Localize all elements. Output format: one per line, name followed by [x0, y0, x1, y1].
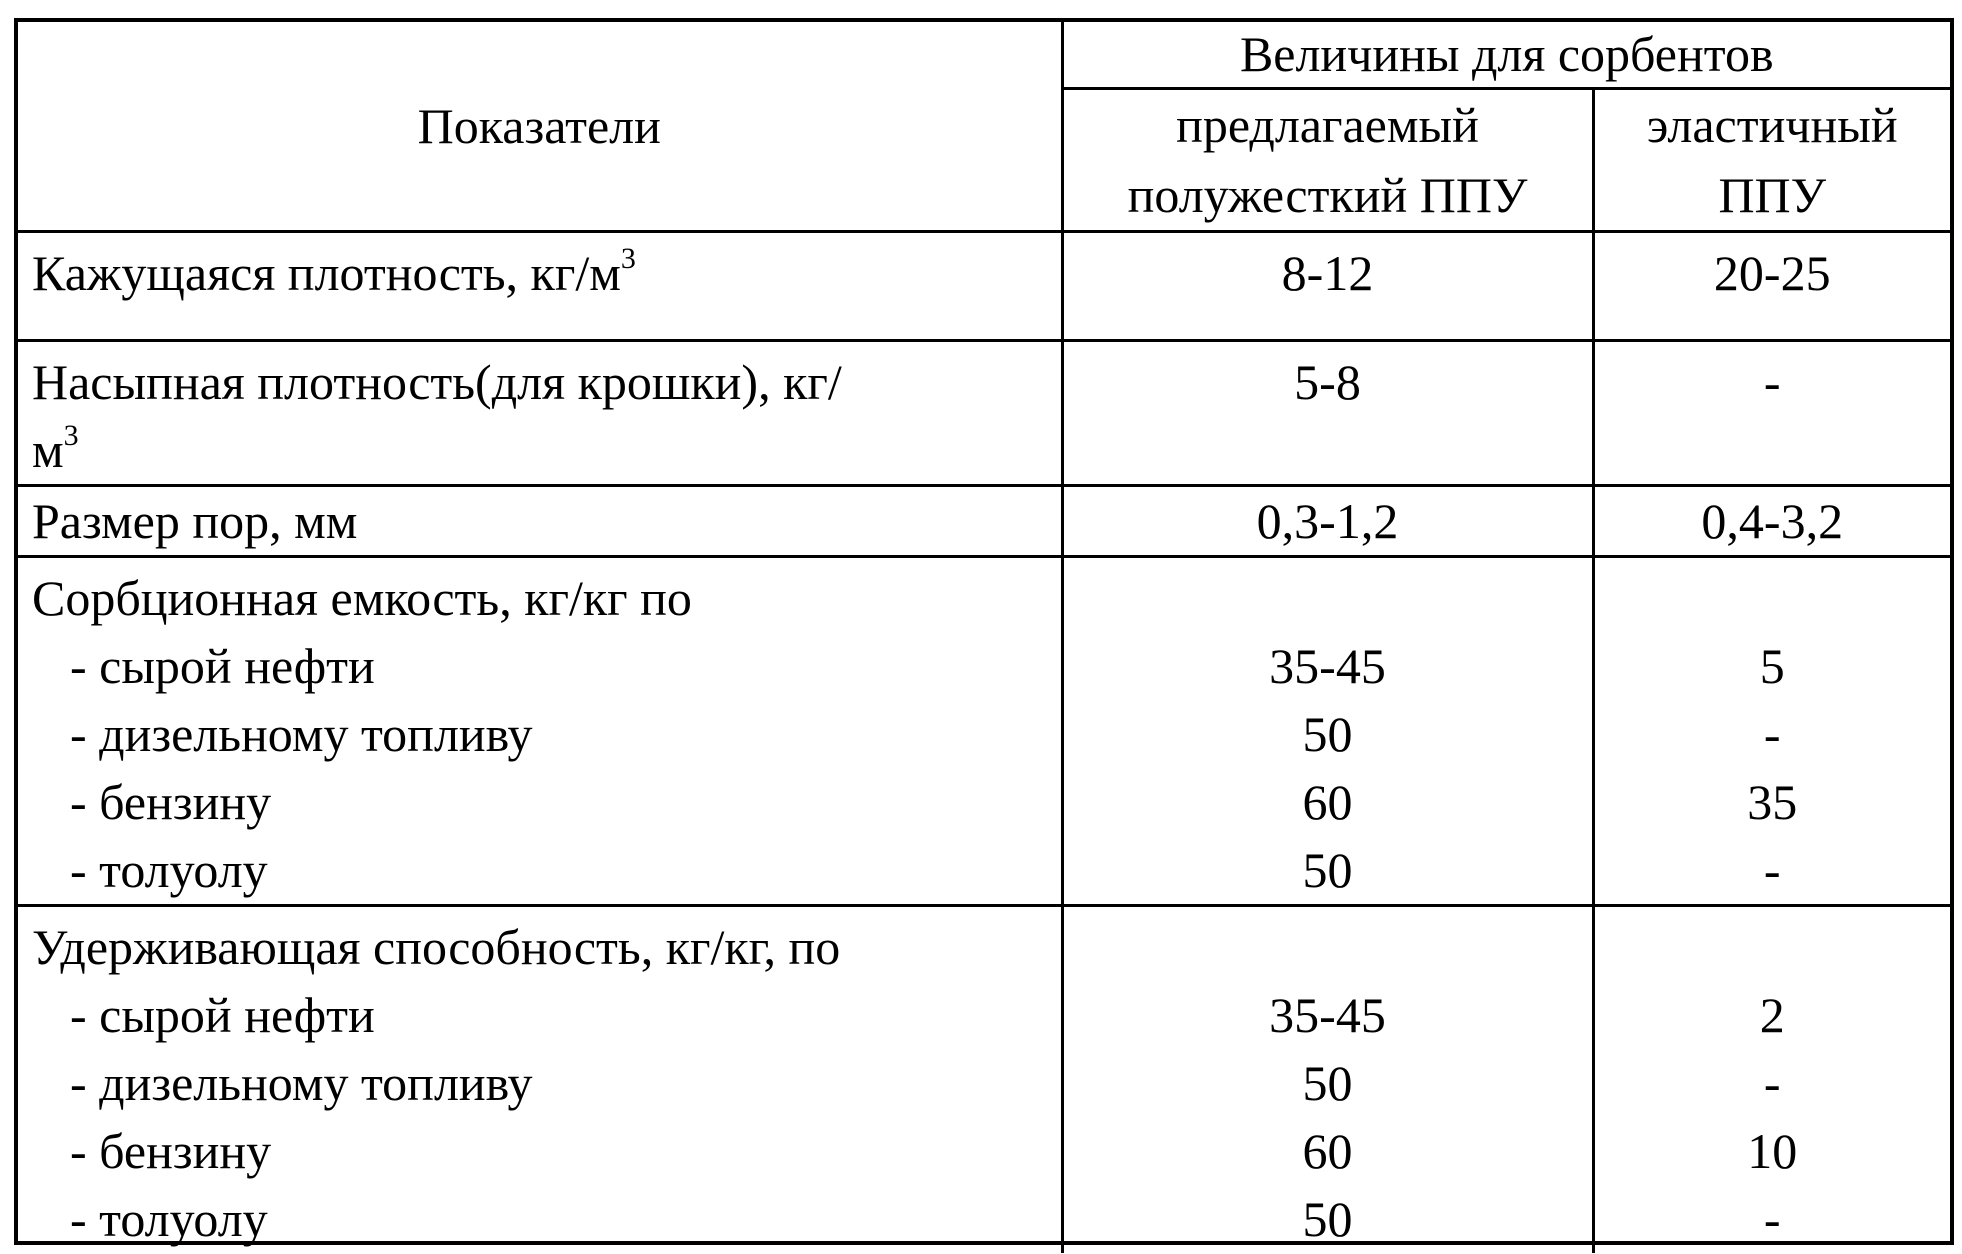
- row-label: [18, 556, 1062, 905]
- value-elastic: -: [1593, 340, 1950, 485]
- table-row: [18, 485, 1950, 556]
- value-proposed: 0,3-1,2: [1062, 485, 1593, 556]
- sub-item-label: - бензину: [70, 1122, 272, 1179]
- value-proposed: 35-45 50 60 50: [1062, 905, 1593, 1253]
- row-label: [18, 905, 1062, 1253]
- row-label-text: Кажущаяся плотность, кг/м: [32, 244, 621, 301]
- row-label-text: Насыпная плотность(для крошки), кг/: [32, 353, 842, 410]
- sub-item-label: - сырой нефти: [70, 986, 375, 1043]
- value-elastic: 20-25: [1593, 231, 1950, 340]
- row-label-text: м: [32, 421, 64, 478]
- row-label: [18, 231, 1062, 340]
- row-label-superscript: 3: [63, 418, 79, 452]
- row-label: [18, 340, 1062, 485]
- header-sorbent-values: Величины для сорбентов: [1062, 22, 1950, 88]
- value-elastic: 2 - 10 -: [1593, 905, 1950, 1253]
- row-label: [18, 485, 1062, 556]
- row-label-superscript: 3: [620, 241, 636, 275]
- sub-item-label: - дизельному топливу: [70, 705, 533, 762]
- header-elastic-ppu: [1593, 88, 1950, 231]
- table-row: [18, 340, 1950, 485]
- value-proposed: 8-12: [1062, 231, 1593, 340]
- header-indicators: Показатели: [18, 22, 1062, 231]
- value-proposed: 5-8: [1062, 340, 1593, 485]
- header-proposed-line-2: полужесткий ППУ: [1127, 166, 1528, 223]
- sub-item-label: - толуолу: [70, 1190, 268, 1247]
- table-row: [18, 905, 1950, 1253]
- value-proposed: 35-45 50 60 50: [1062, 556, 1593, 905]
- header-elastic-line-2: ППУ: [1718, 166, 1827, 223]
- row-label-text: Размер пор, мм: [32, 492, 358, 549]
- table-row: [18, 556, 1950, 905]
- header-proposed-line-1: предлагаемый: [1176, 96, 1479, 153]
- header-row-1: [18, 22, 1950, 88]
- row-label-text: Удерживающая способность, кг/кг, по: [32, 918, 841, 975]
- value-elastic: 0,4-3,2: [1593, 485, 1950, 556]
- table-row: [18, 231, 1950, 340]
- row-label-text: Сорбционная емкость, кг/кг по: [32, 569, 692, 626]
- sub-item-label: - бензину: [70, 773, 272, 830]
- sub-item-label: - толуолу: [70, 841, 268, 898]
- properties-table-frame: [14, 18, 1954, 1245]
- header-proposed-ppu: [1062, 88, 1593, 231]
- value-elastic: 5 - 35 -: [1593, 556, 1950, 905]
- sub-item-label: - дизельному топливу: [70, 1054, 533, 1111]
- sub-item-label: - сырой нефти: [70, 637, 375, 694]
- header-elastic-line-1: эластичный: [1646, 96, 1898, 153]
- properties-table: [18, 22, 1950, 1253]
